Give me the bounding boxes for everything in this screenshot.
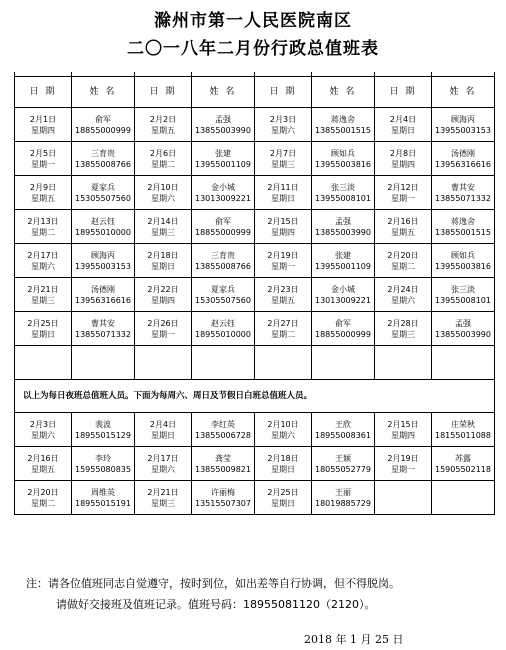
date-cell [375, 176, 432, 210]
weekday-text: 星期日 [271, 498, 295, 508]
date-cell [255, 244, 312, 278]
name-cell [72, 142, 135, 176]
person-name: 夏家兵 [91, 182, 115, 192]
date-text: 2月19日 [387, 453, 419, 463]
header-date: 日 期 [255, 77, 312, 108]
date-text: 2月24日 [387, 284, 419, 294]
header-name: 姓 名 [72, 77, 135, 108]
weekday-text: 星期四 [391, 430, 415, 440]
weekday-text: 星期三 [151, 498, 175, 508]
phone-number: 13855003990 [435, 329, 491, 339]
weekday-text: 星期二 [151, 159, 175, 169]
weekday-text: 星期一 [271, 261, 295, 271]
empty-cell [375, 346, 432, 380]
date-text: 2月18日 [147, 250, 179, 260]
person-name: 赵云钰 [91, 216, 115, 226]
empty-cell [192, 346, 255, 380]
table-row [15, 447, 495, 481]
weekday-text: 星期二 [391, 261, 415, 271]
table-row [15, 312, 495, 346]
header-name: 姓 名 [312, 77, 375, 108]
header-name: 姓 名 [192, 77, 255, 108]
date-cell [135, 481, 192, 515]
date-cell [255, 108, 312, 142]
date-cell [15, 176, 72, 210]
person-name: 金小城 [331, 284, 355, 294]
person-name: 蒋逸舍 [331, 114, 355, 124]
date-text: 2月4日 [389, 114, 417, 124]
name-cell [72, 210, 135, 244]
phone-number: 18955010000 [75, 227, 131, 237]
weekday-text: 星期四 [391, 159, 415, 169]
schedule-title: 二〇一八年二月份行政总值班表 [127, 39, 379, 59]
date-cell [135, 312, 192, 346]
empty-cell [255, 346, 312, 380]
table-row [15, 244, 495, 278]
name-cell [432, 210, 495, 244]
name-cell [192, 244, 255, 278]
date-text: 2月4日 [149, 419, 177, 429]
date-cell [375, 142, 432, 176]
date-cell [255, 413, 312, 447]
weekday-text: 星期日 [391, 125, 415, 135]
weekday-text: 星期六 [151, 464, 175, 474]
weekday-text: 星期四 [271, 227, 295, 237]
date-cell [135, 278, 192, 312]
header-name: 姓 名 [432, 77, 495, 108]
date-text: 2月25日 [267, 487, 299, 497]
person-name: 俞军 [335, 318, 351, 328]
date-text: 2月13日 [27, 216, 59, 226]
phone-number: 13855006728 [195, 430, 251, 440]
person-name: 周维英 [91, 487, 115, 497]
name-cell [192, 413, 255, 447]
date-text: 2月17日 [27, 250, 59, 260]
weekday-text: 星期三 [271, 159, 295, 169]
person-name: 王颖 [335, 453, 351, 463]
name-cell [192, 176, 255, 210]
name-cell [312, 142, 375, 176]
name-cell [312, 278, 375, 312]
date-text: 2月9日 [29, 182, 57, 192]
date-text: 2月12日 [387, 182, 419, 192]
phone-number: 13955008101 [315, 193, 371, 203]
empty-cell [312, 346, 375, 380]
empty-cell [135, 346, 192, 380]
date-text: 2月25日 [27, 318, 59, 328]
person-name: 赵云钰 [211, 318, 235, 328]
phone-number: 15955080835 [75, 464, 131, 474]
phone-number: 13855071332 [435, 193, 491, 203]
person-name: 蒋逸舍 [451, 216, 475, 226]
date-text: 2月18日 [267, 453, 299, 463]
name-cell [432, 481, 495, 515]
header-date: 日 期 [375, 77, 432, 108]
date-cell [15, 142, 72, 176]
person-name: 李红英 [211, 419, 235, 429]
table-row [15, 210, 495, 244]
name-cell [432, 278, 495, 312]
date-text: 2月2日 [149, 114, 177, 124]
person-name: 许丽梅 [211, 487, 235, 497]
person-name: 裴波 [95, 419, 111, 429]
phone-number: 18955008361 [315, 430, 371, 440]
phone-number: 13013009221 [315, 295, 371, 305]
name-cell [72, 244, 135, 278]
date-cell [375, 108, 432, 142]
person-name: 张三淡 [451, 284, 475, 294]
name-cell [312, 108, 375, 142]
phone-number: 18955015191 [75, 498, 131, 508]
person-name: 汤德刚 [451, 148, 475, 158]
phone-number: 18855000999 [75, 125, 131, 135]
phone-number: 13955001109 [315, 261, 371, 271]
date-cell [375, 210, 432, 244]
weekday-text: 星期六 [391, 295, 415, 305]
date-cell [135, 447, 192, 481]
weekday-text: 星期五 [271, 295, 295, 305]
person-name: 俞军 [95, 114, 111, 124]
date-cell [135, 176, 192, 210]
date-text: 2月3日 [269, 114, 297, 124]
header-date: 日 期 [135, 77, 192, 108]
name-cell [432, 142, 495, 176]
empty-cell [72, 346, 135, 380]
date-cell [135, 244, 192, 278]
name-cell [432, 447, 495, 481]
phone-number: 18055052779 [315, 464, 371, 474]
date-cell [255, 210, 312, 244]
name-cell [312, 481, 375, 515]
name-cell [432, 312, 495, 346]
date-text: 2月21日 [147, 487, 179, 497]
person-name: 王丽 [335, 487, 351, 497]
date-cell [135, 108, 192, 142]
phone-number: 13956316616 [435, 159, 491, 169]
name-cell [72, 481, 135, 515]
date-cell [15, 481, 72, 515]
phone-number: 18855000999 [315, 329, 371, 339]
date-text: 2月7日 [269, 148, 297, 158]
date-cell [375, 312, 432, 346]
date-text: 2月21日 [27, 284, 59, 294]
person-name: 顾如兵 [331, 148, 355, 158]
name-cell [192, 210, 255, 244]
date-cell [135, 210, 192, 244]
date-cell [375, 481, 432, 515]
table-row [15, 413, 495, 447]
weekday-text: 星期日 [271, 464, 295, 474]
phone-number: 18955015129 [75, 430, 131, 440]
person-name: 曹其安 [451, 182, 475, 192]
phone-number: 13855008766 [195, 261, 251, 271]
name-cell [312, 413, 375, 447]
date-text: 2月15日 [387, 419, 419, 429]
weekday-text: 星期一 [151, 329, 175, 339]
name-cell [72, 278, 135, 312]
weekday-text: 星期二 [271, 329, 295, 339]
name-cell [432, 244, 495, 278]
person-name: 汤德刚 [91, 284, 115, 294]
date-text: 2月5日 [29, 148, 57, 158]
weekday-text: 星期五 [31, 464, 55, 474]
weekday-text: 星期日 [31, 329, 55, 339]
phone-number: 18855000999 [195, 227, 251, 237]
date-cell [375, 244, 432, 278]
name-cell [72, 176, 135, 210]
person-name: 张三淡 [331, 182, 355, 192]
name-cell [312, 244, 375, 278]
date-cell [15, 413, 72, 447]
person-name: 张建 [335, 250, 351, 260]
header-row [15, 77, 495, 108]
header-date: 日 期 [15, 77, 72, 108]
person-name: 张建 [215, 148, 231, 158]
weekday-text: 星期日 [271, 193, 295, 203]
phone-number: 18019885729 [315, 498, 371, 508]
date-text: 2月16日 [27, 453, 59, 463]
weekday-text: 星期一 [391, 464, 415, 474]
date-text: 2月1日 [29, 114, 57, 124]
issue-date: 2018 年 1 月 25 日 [304, 633, 404, 646]
name-cell [192, 278, 255, 312]
phone-number: 13955003816 [435, 261, 491, 271]
date-cell [375, 278, 432, 312]
date-text: 2月10日 [147, 182, 179, 192]
phone-number: 13855001515 [435, 227, 491, 237]
person-name: 夏家兵 [211, 284, 235, 294]
phone-number: 13955008101 [435, 295, 491, 305]
weekday-text: 星期三 [31, 295, 55, 305]
duty-table [14, 72, 495, 515]
name-cell [432, 413, 495, 447]
date-text: 2月23日 [267, 284, 299, 294]
weekday-text: 星期二 [31, 227, 55, 237]
footer-note-2: 请做好交接班及值班记录。值班号码：18955081120（2120）。 [56, 598, 376, 611]
phone-number: 13013009221 [195, 193, 251, 203]
date-text: 2月19日 [267, 250, 299, 260]
date-text: 2月28日 [387, 318, 419, 328]
phone-number: 13855008766 [75, 159, 131, 169]
person-name: 孟强 [335, 216, 351, 226]
date-cell [255, 278, 312, 312]
weekday-text: 星期五 [151, 125, 175, 135]
phone-number: 15305507560 [75, 193, 131, 203]
date-text: 2月16日 [387, 216, 419, 226]
date-cell [15, 108, 72, 142]
person-name: 金小城 [211, 182, 235, 192]
weekday-text: 星期六 [31, 430, 55, 440]
date-text: 2月22日 [147, 284, 179, 294]
phone-number: 18155011088 [435, 430, 491, 440]
person-name: 孟强 [455, 318, 471, 328]
weekday-text: 星期四 [31, 125, 55, 135]
phone-number: 13855071332 [75, 329, 131, 339]
date-text: 2月26日 [147, 318, 179, 328]
date-cell [15, 312, 72, 346]
name-cell [432, 108, 495, 142]
person-name: 俞军 [215, 216, 231, 226]
weekday-text: 星期五 [31, 193, 55, 203]
weekday-text: 星期四 [151, 295, 175, 305]
name-cell [432, 176, 495, 210]
weekday-text: 星期六 [151, 193, 175, 203]
name-cell [312, 176, 375, 210]
date-text: 2月27日 [267, 318, 299, 328]
phone-number: 13855001515 [315, 125, 371, 135]
name-cell [312, 210, 375, 244]
person-name: 龚莹 [215, 453, 231, 463]
empty-cell [432, 346, 495, 380]
person-name: 三育贵 [211, 250, 235, 260]
date-cell [255, 142, 312, 176]
weekday-text: 星期五 [391, 227, 415, 237]
weekday-text: 星期日 [151, 430, 175, 440]
phone-number: 13955003153 [435, 125, 491, 135]
table-row [15, 278, 495, 312]
name-cell [72, 447, 135, 481]
date-text: 2月8日 [389, 148, 417, 158]
person-name: 王欣 [335, 419, 351, 429]
person-name: 顾海丙 [91, 250, 115, 260]
weekday-text: 星期一 [31, 159, 55, 169]
name-cell [312, 447, 375, 481]
phone-number: 13955003816 [315, 159, 371, 169]
weekday-text: 星期三 [151, 227, 175, 237]
date-text: 2月15日 [267, 216, 299, 226]
date-cell [375, 413, 432, 447]
person-name: 苏露 [455, 453, 471, 463]
phone-number: 13955001109 [195, 159, 251, 169]
weekday-text: 星期一 [391, 193, 415, 203]
name-cell [72, 312, 135, 346]
person-name: 顾如兵 [451, 250, 475, 260]
empty-row [15, 346, 495, 380]
name-cell [192, 447, 255, 481]
person-name: 曹其安 [91, 318, 115, 328]
note-row [15, 380, 495, 413]
date-cell [255, 176, 312, 210]
weekday-text: 星期三 [391, 329, 415, 339]
date-cell [255, 481, 312, 515]
date-text: 2月3日 [29, 419, 57, 429]
name-cell [192, 108, 255, 142]
date-cell [15, 447, 72, 481]
date-cell [135, 413, 192, 447]
empty-cell [15, 346, 72, 380]
person-name: 孟强 [215, 114, 231, 124]
date-text: 2月14日 [147, 216, 179, 226]
weekday-text: 星期六 [271, 125, 295, 135]
date-cell [135, 142, 192, 176]
name-cell [192, 481, 255, 515]
phone-number: 13956316616 [75, 295, 131, 305]
phone-number: 18955010000 [195, 329, 251, 339]
name-cell [192, 142, 255, 176]
weekday-text: 星期日 [151, 261, 175, 271]
date-text: 2月6日 [149, 148, 177, 158]
phone-number: 13855003990 [315, 227, 371, 237]
phone-number: 15905502118 [435, 464, 491, 474]
table-row [15, 481, 495, 515]
date-text: 2月20日 [387, 250, 419, 260]
name-cell [192, 312, 255, 346]
phone-number: 13955003153 [75, 261, 131, 271]
weekday-text: 星期六 [31, 261, 55, 271]
weekday-text: 星期六 [271, 430, 295, 440]
phone-number: 13515507307 [195, 498, 251, 508]
name-cell [72, 108, 135, 142]
date-cell [15, 210, 72, 244]
date-cell [375, 447, 432, 481]
footer-note-1: 注：请各位值班同志自觉遵守，按时到位，如出差等自行协调，但不得脱岗。 [26, 577, 400, 590]
date-text: 2月17日 [147, 453, 179, 463]
phone-number: 13855003990 [195, 125, 251, 135]
person-name: 李玲 [95, 453, 111, 463]
phone-number: 13855009821 [195, 464, 251, 474]
person-name: 三育贵 [91, 148, 115, 158]
date-text: 2月20日 [27, 487, 59, 497]
phone-number: 15305507560 [195, 295, 251, 305]
note-text: 以上为每日夜班总值班人员。下面为每周六、周日及节假日白班总值班人员。 [15, 380, 495, 413]
date-cell [255, 312, 312, 346]
date-cell [15, 278, 72, 312]
name-cell [312, 312, 375, 346]
name-cell [72, 413, 135, 447]
date-text: 2月11日 [267, 182, 299, 192]
hospital-title: 滁州市第一人民医院南区 [154, 11, 352, 31]
weekday-text: 星期二 [31, 498, 55, 508]
table-row [15, 176, 495, 210]
date-text: 2月10日 [267, 419, 299, 429]
person-name: 顾海丙 [451, 114, 475, 124]
person-name: 庄荣秋 [451, 419, 475, 429]
table-row [15, 108, 495, 142]
date-cell [15, 244, 72, 278]
table-row [15, 142, 495, 176]
date-cell [255, 447, 312, 481]
